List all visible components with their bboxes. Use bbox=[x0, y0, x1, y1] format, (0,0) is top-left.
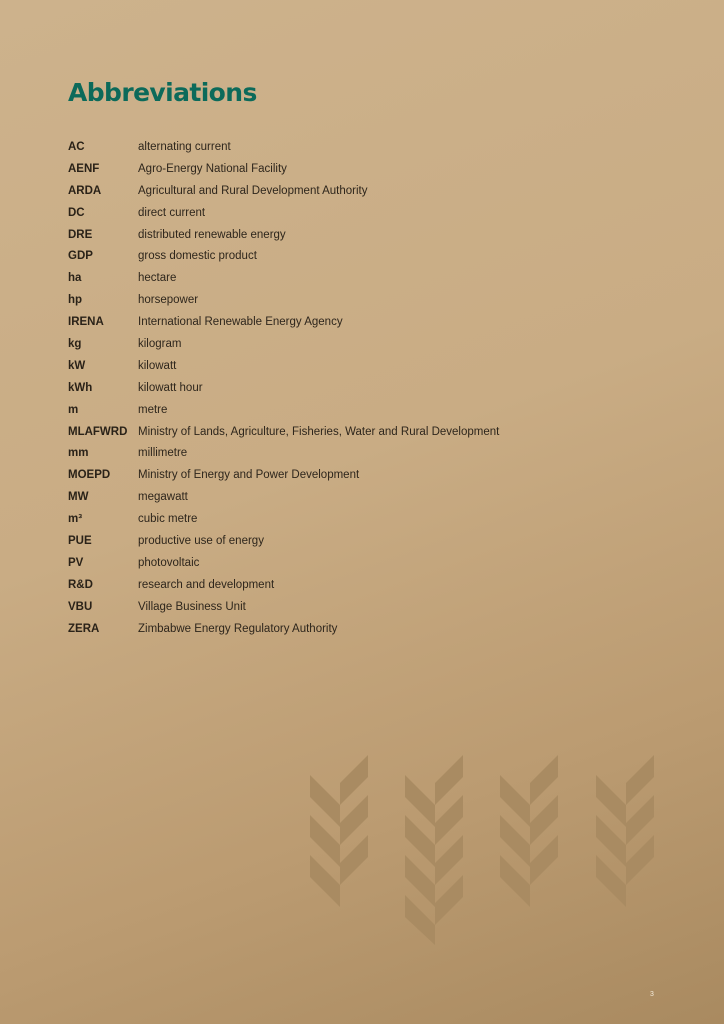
abbreviation-term: ha bbox=[68, 272, 82, 285]
abbreviation-term: kg bbox=[68, 337, 82, 350]
page-number: 3 bbox=[650, 991, 654, 998]
abbreviation-row bbox=[68, 442, 628, 464]
abbreviation-definition: Zimbabwe Energy Regulatory Authority bbox=[138, 622, 338, 635]
abbreviation-term: kW bbox=[68, 359, 86, 372]
abbreviation-row bbox=[68, 464, 628, 486]
wheat-stalk-icon bbox=[310, 755, 368, 907]
abbreviation-term: m³ bbox=[68, 513, 83, 526]
abbreviation-row bbox=[68, 267, 628, 289]
abbreviation-row bbox=[68, 486, 628, 508]
abbreviation-term: mm bbox=[68, 447, 89, 460]
abbreviation-row bbox=[68, 377, 628, 399]
abbreviation-term: VBU bbox=[68, 600, 93, 613]
abbreviation-term: hp bbox=[68, 294, 83, 307]
abbreviation-definition: direct current bbox=[138, 206, 206, 219]
abbreviation-definition: Agro-Energy National Facility bbox=[138, 162, 287, 175]
abbreviation-term: ZERA bbox=[68, 622, 100, 635]
abbreviation-definition: research and development bbox=[138, 578, 275, 591]
abbreviation-term: kWh bbox=[68, 381, 93, 394]
abbreviation-term: AENF bbox=[68, 162, 100, 175]
abbreviation-term: DC bbox=[68, 206, 85, 219]
wheat-stalk-icon bbox=[405, 755, 463, 945]
abbreviation-definition: metre bbox=[138, 403, 168, 416]
abbreviation-row bbox=[68, 224, 628, 246]
abbreviation-term: MW bbox=[68, 491, 89, 504]
abbreviation-term: AC bbox=[68, 140, 85, 153]
abbreviation-definition: kilowatt hour bbox=[138, 381, 203, 394]
abbreviation-term: ARDA bbox=[68, 184, 102, 197]
abbreviation-definition: Village Business Unit bbox=[138, 600, 246, 613]
abbreviation-definition: International Renewable Energy Agency bbox=[138, 316, 343, 329]
abbreviation-row bbox=[68, 618, 628, 640]
abbreviation-row bbox=[68, 180, 628, 202]
abbreviation-definition: photovoltaic bbox=[138, 556, 200, 569]
abbreviation-row bbox=[68, 596, 628, 618]
abbreviation-row bbox=[68, 202, 628, 224]
abbreviation-row bbox=[68, 158, 628, 180]
abbreviation-term: R&D bbox=[68, 578, 93, 591]
abbreviation-row bbox=[68, 289, 628, 311]
abbreviation-row bbox=[68, 574, 628, 596]
abbreviation-definition: kilogram bbox=[138, 337, 182, 350]
abbreviation-term: GDP bbox=[68, 250, 93, 263]
page-title: Abbreviations bbox=[68, 78, 257, 107]
abbreviation-definition: horsepower bbox=[138, 294, 199, 307]
abbreviation-row bbox=[68, 552, 628, 574]
abbreviation-row bbox=[68, 399, 628, 421]
abbreviation-row bbox=[68, 530, 628, 552]
abbreviation-definition: Ministry of Energy and Power Development bbox=[138, 469, 360, 482]
abbreviation-row bbox=[68, 421, 628, 443]
abbreviation-definition: gross domestic product bbox=[138, 250, 257, 263]
abbreviation-list bbox=[68, 136, 628, 639]
wheat-stalk-icon bbox=[596, 755, 654, 907]
abbreviation-definition: Ministry of Lands, Agriculture, Fisheries, Water and Rural Development bbox=[138, 425, 500, 438]
abbreviation-definition: megawatt bbox=[138, 491, 188, 504]
abbreviation-term: IRENA bbox=[68, 316, 104, 329]
abbreviation-term: PUE bbox=[68, 534, 92, 547]
abbreviation-definition: distributed renewable energy bbox=[138, 228, 286, 241]
abbreviation-definition: productive use of energy bbox=[138, 534, 264, 547]
abbreviation-row bbox=[68, 136, 628, 158]
abbreviation-row bbox=[68, 355, 628, 377]
abbreviation-definition: millimetre bbox=[138, 447, 188, 460]
abbreviation-row bbox=[68, 333, 628, 355]
abbreviation-term: MLAFWRD bbox=[68, 425, 128, 438]
abbreviation-term: DRE bbox=[68, 228, 93, 241]
abbreviation-definition: kilowatt bbox=[138, 359, 177, 372]
abbreviation-row bbox=[68, 311, 628, 333]
abbreviation-row bbox=[68, 245, 628, 267]
abbreviation-definition: cubic metre bbox=[138, 513, 198, 526]
abbreviation-definition: Agricultural and Rural Development Authority bbox=[138, 184, 368, 197]
wheat-stalk-icon bbox=[500, 755, 558, 907]
abbreviation-definition: hectare bbox=[138, 272, 177, 285]
abbreviation-row bbox=[68, 508, 628, 530]
abbreviation-term: PV bbox=[68, 556, 84, 569]
abbreviation-term: MOEPD bbox=[68, 469, 111, 482]
abbreviation-term: m bbox=[68, 403, 79, 416]
abbreviation-definition: alternating current bbox=[138, 140, 231, 153]
wheat-motif bbox=[300, 745, 680, 955]
